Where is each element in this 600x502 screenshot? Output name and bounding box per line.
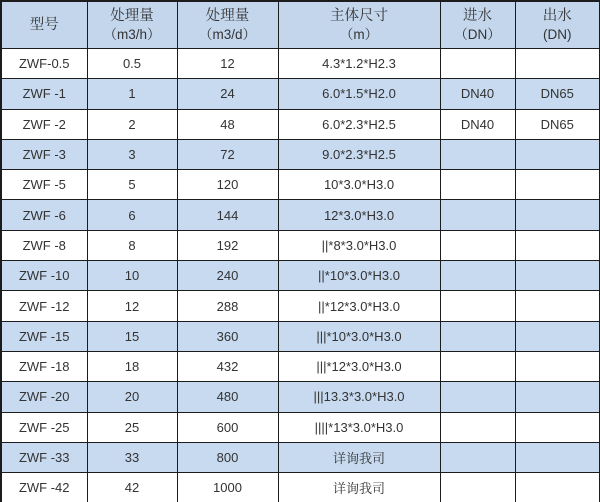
cell-inlet xyxy=(440,291,515,321)
col-header-body-size xyxy=(278,1,440,49)
cell-body-size: ||||*13*3.0*H3.0 xyxy=(278,412,440,442)
cell-capacity-hour: 18 xyxy=(87,351,177,381)
cell-body-size: 10*3.0*H3.0 xyxy=(278,170,440,200)
cell-capacity-day: 600 xyxy=(177,412,278,442)
cell-capacity-day: 192 xyxy=(177,230,278,260)
cell-model: ZWF -18 xyxy=(1,351,87,381)
col-header-outlet-title: 出水 xyxy=(542,7,572,24)
cell-capacity-hour: 42 xyxy=(87,473,177,502)
cell-outlet xyxy=(515,200,600,230)
cell-model: ZWF -12 xyxy=(1,291,87,321)
cell-body-size: 9.0*2.3*H2.5 xyxy=(278,139,440,169)
cell-body-size: |||*10*3.0*H3.0 xyxy=(278,321,440,351)
cell-outlet xyxy=(515,49,600,79)
cell-capacity-day: 360 xyxy=(177,321,278,351)
table-row xyxy=(1,291,600,321)
table-row xyxy=(1,49,600,79)
cell-inlet xyxy=(440,139,515,169)
cell-body-size: 详询我司 xyxy=(278,442,440,472)
table-row xyxy=(1,382,600,412)
cell-outlet: DN65 xyxy=(515,79,600,109)
cell-outlet xyxy=(515,321,600,351)
table-row xyxy=(1,412,600,442)
col-header-body-size-unit: （m） xyxy=(339,26,379,42)
table-row xyxy=(1,200,600,230)
cell-inlet xyxy=(440,442,515,472)
cell-body-size: 详询我司 xyxy=(278,473,440,502)
col-header-capacity-day-unit: （m3/d） xyxy=(198,26,256,42)
cell-outlet xyxy=(515,442,600,472)
table-row xyxy=(1,442,600,472)
col-header-inlet-title: 进水 xyxy=(463,7,492,24)
table-row xyxy=(1,109,600,139)
cell-capacity-hour: 6 xyxy=(87,200,177,230)
cell-outlet xyxy=(515,170,600,200)
col-header-capacity-day xyxy=(177,1,278,49)
cell-inlet: DN40 xyxy=(440,79,515,109)
cell-outlet xyxy=(515,261,600,291)
cell-capacity-day: 240 xyxy=(177,261,278,291)
cell-capacity-hour: 20 xyxy=(87,382,177,412)
table-row xyxy=(1,170,600,200)
cell-capacity-day: 24 xyxy=(177,79,278,109)
cell-body-size: ||*12*3.0*H3.0 xyxy=(278,291,440,321)
cell-inlet xyxy=(440,412,515,442)
col-header-outlet-unit: (DN) xyxy=(543,26,572,42)
col-header-capacity-hour-unit: （m3/h） xyxy=(103,26,161,42)
cell-inlet xyxy=(440,382,515,412)
cell-outlet xyxy=(515,351,600,381)
table-row xyxy=(1,261,600,291)
col-header-capacity-day-title: 处理量 xyxy=(205,7,250,24)
col-header-capacity-hour xyxy=(87,1,177,49)
cell-capacity-day: 480 xyxy=(177,382,278,412)
cell-inlet xyxy=(440,261,515,291)
cell-body-size: 12*3.0*H3.0 xyxy=(278,200,440,230)
cell-model: ZWF -2 xyxy=(1,109,87,139)
cell-model: ZWF -33 xyxy=(1,442,87,472)
cell-inlet xyxy=(440,230,515,260)
cell-inlet xyxy=(440,473,515,502)
cell-model: ZWF -20 xyxy=(1,382,87,412)
col-header-model xyxy=(1,1,87,49)
cell-capacity-day: 288 xyxy=(177,291,278,321)
cell-capacity-hour: 25 xyxy=(87,412,177,442)
cell-inlet: DN40 xyxy=(440,109,515,139)
table-row xyxy=(1,230,600,260)
table-row xyxy=(1,473,600,502)
cell-outlet xyxy=(515,291,600,321)
cell-capacity-day: 120 xyxy=(177,170,278,200)
cell-capacity-hour: 8 xyxy=(87,230,177,260)
col-header-outlet xyxy=(515,1,600,49)
cell-capacity-hour: 15 xyxy=(87,321,177,351)
cell-body-size: 4.3*1.2*H2.3 xyxy=(278,49,440,79)
col-header-inlet xyxy=(440,1,515,49)
cell-inlet xyxy=(440,200,515,230)
cell-capacity-hour: 10 xyxy=(87,261,177,291)
cell-capacity-day: 432 xyxy=(177,351,278,381)
cell-capacity-day: 72 xyxy=(177,139,278,169)
cell-model: ZWF -15 xyxy=(1,321,87,351)
col-header-model-title: 型号 xyxy=(29,16,59,33)
cell-inlet xyxy=(440,351,515,381)
cell-capacity-hour: 33 xyxy=(87,442,177,472)
table-header xyxy=(1,1,600,49)
cell-body-size: |||*12*3.0*H3.0 xyxy=(278,351,440,381)
cell-capacity-hour: 12 xyxy=(87,291,177,321)
cell-model: ZWF -5 xyxy=(1,170,87,200)
cell-capacity-hour: 1 xyxy=(87,79,177,109)
cell-capacity-hour: 5 xyxy=(87,170,177,200)
cell-body-size: ||*8*3.0*H3.0 xyxy=(278,230,440,260)
cell-model: ZWF -8 xyxy=(1,230,87,260)
cell-model: ZWF-0.5 xyxy=(1,49,87,79)
cell-outlet xyxy=(515,382,600,412)
cell-body-size: |||13.3*3.0*H3.0 xyxy=(278,382,440,412)
cell-capacity-day: 12 xyxy=(177,49,278,79)
cell-model: ZWF -6 xyxy=(1,200,87,230)
table-row xyxy=(1,351,600,381)
col-header-capacity-hour-title: 处理量 xyxy=(110,7,154,24)
cell-model: ZWF -42 xyxy=(1,473,87,502)
cell-body-size: 6.0*2.3*H2.5 xyxy=(278,109,440,139)
cell-capacity-hour: 3 xyxy=(87,139,177,169)
cell-outlet: DN65 xyxy=(515,109,600,139)
cell-inlet xyxy=(440,170,515,200)
table-row xyxy=(1,139,600,169)
table-body xyxy=(1,49,600,502)
col-header-body-size-title: 主体尺寸 xyxy=(330,7,388,24)
cell-body-size: 6.0*1.5*H2.0 xyxy=(278,79,440,109)
cell-capacity-hour: 2 xyxy=(87,109,177,139)
cell-model: ZWF -1 xyxy=(1,79,87,109)
cell-inlet xyxy=(440,49,515,79)
cell-capacity-day: 48 xyxy=(177,109,278,139)
cell-outlet xyxy=(515,230,600,260)
cell-inlet xyxy=(440,321,515,351)
cell-outlet xyxy=(515,473,600,502)
cell-model: ZWF -3 xyxy=(1,139,87,169)
col-header-inlet-unit: （DN） xyxy=(454,26,501,42)
cell-capacity-day: 1000 xyxy=(177,473,278,502)
table-row xyxy=(1,321,600,351)
cell-outlet xyxy=(515,139,600,169)
cell-model: ZWF -25 xyxy=(1,412,87,442)
table-row xyxy=(1,79,600,109)
cell-capacity-day: 144 xyxy=(177,200,278,230)
cell-capacity-day: 800 xyxy=(177,442,278,472)
header-row xyxy=(1,1,600,49)
cell-capacity-hour: 0.5 xyxy=(87,49,177,79)
cell-outlet xyxy=(515,412,600,442)
cell-body-size: ||*10*3.0*H3.0 xyxy=(278,261,440,291)
cell-model: ZWF -10 xyxy=(1,261,87,291)
